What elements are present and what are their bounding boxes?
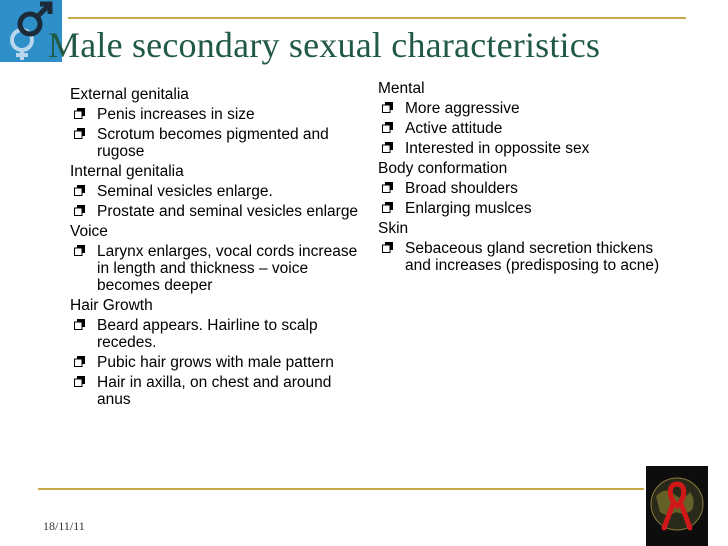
list-item-text: Larynx enlarges, vocal cords increase in length and thickness – voice becomes deeper (97, 243, 358, 294)
list-item (378, 140, 678, 157)
checkbox-bullet-icon (382, 202, 393, 213)
checkbox-bullet-icon (74, 376, 85, 387)
checkbox-bullet-icon (74, 356, 85, 367)
checkbox-bullet-icon (74, 205, 85, 216)
list-item (378, 100, 678, 117)
list-item-text: Interested in oppossite sex (405, 140, 590, 157)
list-item-text: Active attitude (405, 120, 503, 137)
section-heading: Internal genitalia (70, 163, 184, 180)
section-heading: Skin (378, 220, 409, 237)
slide-date: 18/11/11 (43, 519, 85, 533)
bullet-list (378, 240, 678, 274)
bullet-list (70, 183, 360, 220)
checkbox-bullet-icon (74, 319, 85, 330)
list-item (70, 106, 360, 123)
list-item (378, 120, 678, 137)
list-item-text: Penis increases in size (97, 106, 255, 123)
list-item-text: More aggressive (405, 100, 520, 117)
list-item (70, 126, 360, 160)
list-item-text: Broad shoulders (405, 180, 518, 197)
section-heading: Body conformation (378, 160, 508, 177)
right-column (378, 80, 678, 276)
list-item-text: Sebaceous gland secretion thickens and increases (predisposing to acne) (405, 240, 660, 274)
slide-title: Male secondary sexual characteristics (48, 25, 601, 65)
checkbox-bullet-icon (74, 185, 85, 196)
list-item (70, 374, 360, 408)
list-item-text: Hair in axilla, on chest and around anus (97, 374, 332, 408)
list-item (378, 200, 678, 217)
list-item (70, 354, 360, 371)
list-item (70, 317, 360, 351)
checkbox-bullet-icon (382, 122, 393, 133)
list-item (70, 183, 360, 200)
list-item-text: Seminal vesicles enlarge. (97, 183, 273, 200)
bullet-list (378, 100, 678, 157)
checkbox-bullet-icon (382, 142, 393, 153)
checkbox-bullet-icon (74, 128, 85, 139)
checkbox-bullet-icon (74, 108, 85, 119)
bullet-list (378, 180, 678, 217)
top-rule (68, 17, 686, 19)
checkbox-bullet-icon (74, 245, 85, 256)
list-item-text: Beard appears. Hairline to scalp recedes. (97, 317, 318, 351)
list-item (70, 203, 360, 220)
list-item (378, 240, 678, 274)
list-item-text: Enlarging muslces (405, 200, 532, 217)
list-item (70, 243, 360, 294)
bullet-list (70, 106, 360, 160)
checkbox-bullet-icon (382, 102, 393, 113)
bullet-list (70, 317, 360, 408)
section-heading: External genitalia (70, 86, 189, 103)
bullet-list (70, 243, 360, 294)
list-item (378, 180, 678, 197)
checkbox-bullet-icon (382, 182, 393, 193)
aids-ribbon-globe-icon (646, 466, 708, 546)
section-heading: Mental (378, 80, 425, 97)
bottom-rule (38, 488, 644, 490)
section-heading: Voice (70, 223, 108, 240)
list-item-text: Scrotum becomes pigmented and rugose (97, 126, 329, 160)
checkbox-bullet-icon (382, 242, 393, 253)
left-column (70, 80, 360, 411)
section-heading: Hair Growth (70, 297, 153, 314)
list-item-text: Prostate and seminal vesicles enlarge (97, 203, 359, 220)
list-item-text: Pubic hair grows with male pattern (97, 354, 334, 371)
